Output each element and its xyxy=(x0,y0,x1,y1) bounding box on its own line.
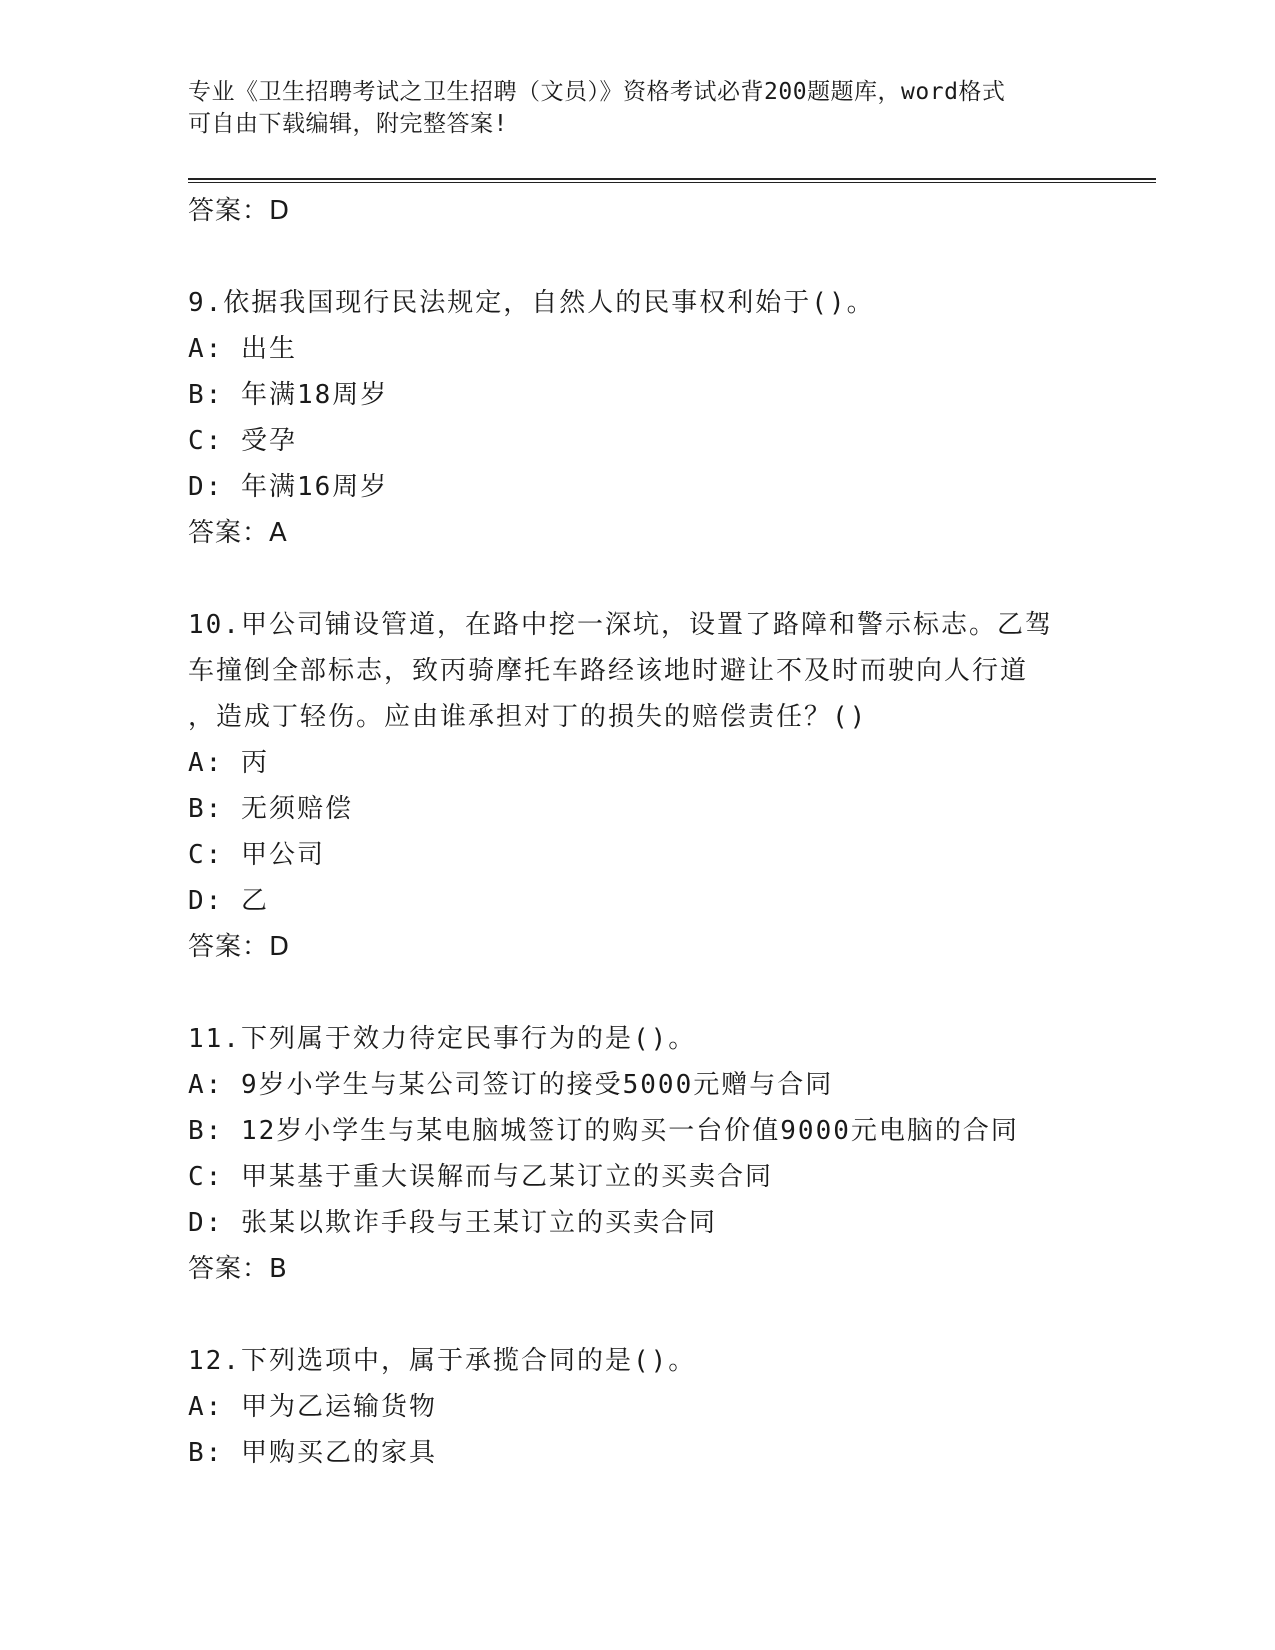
answer-line: 答案：B xyxy=(188,1254,288,1284)
option-line: B: 无须赔偿 xyxy=(188,794,353,824)
question-text: 车撞倒全部标志，致丙骑摩托车路经该地时避让不及时而驶向人行道 xyxy=(188,656,1029,686)
section-gap xyxy=(188,234,1088,280)
option-line: C: 甲公司 xyxy=(188,840,325,870)
document-header xyxy=(188,76,1068,140)
option-line: B: 年满18周岁 xyxy=(188,380,389,410)
option-line: D: 乙 xyxy=(188,886,269,916)
option-line: A: 丙 xyxy=(188,748,269,778)
option-line: D: 年满16周岁 xyxy=(188,472,389,502)
answer-line: 答案：D xyxy=(188,932,291,962)
answer-line: 答案：A xyxy=(188,518,288,548)
question-text: 11.下列属于效力待定民事行为的是()。 xyxy=(188,1024,697,1054)
question-text: 12.下列选项中，属于承揽合同的是()。 xyxy=(188,1346,697,1376)
option-line: D: 张某以欺诈手段与王某订立的买卖合同 xyxy=(188,1208,717,1238)
question-text: ，造成丁轻伤。应由谁承担对丁的损失的赔偿责任？() xyxy=(188,702,868,732)
option-line: A: 9岁小学生与某公司签订的接受5000元赠与合同 xyxy=(188,1070,834,1100)
section-gap xyxy=(188,556,1088,602)
header-line-1: 专业《卫生招聘考试之卫生招聘（文员）》资格考试必背200题题库，word格式 xyxy=(188,79,1006,105)
section-gap xyxy=(188,970,1088,1016)
section-gap xyxy=(188,1292,1088,1338)
header-divider xyxy=(188,178,1156,183)
option-line: A: 出生 xyxy=(188,334,297,364)
option-line: C: 受孕 xyxy=(188,426,297,456)
option-line: C: 甲某基于重大误解而与乙某订立的买卖合同 xyxy=(188,1162,773,1192)
question-text: 9.依据我国现行民法规定，自然人的民事权利始于()。 xyxy=(188,288,875,318)
option-line: B: 甲购买乙的家具 xyxy=(188,1438,437,1468)
header-line-2: 可自由下载编辑，附完整答案! xyxy=(188,111,508,137)
question-text: 10.甲公司铺设管道，在路中挖一深坑，设置了路障和警示标志。乙驾 xyxy=(188,610,1053,640)
document-body xyxy=(188,188,1088,1476)
answer-line: 答案：D xyxy=(188,196,291,226)
option-line: A: 甲为乙运输货物 xyxy=(188,1392,437,1422)
option-line: B: 12岁小学生与某电脑城签订的购买一台价值9000元电脑的合同 xyxy=(188,1116,1019,1146)
